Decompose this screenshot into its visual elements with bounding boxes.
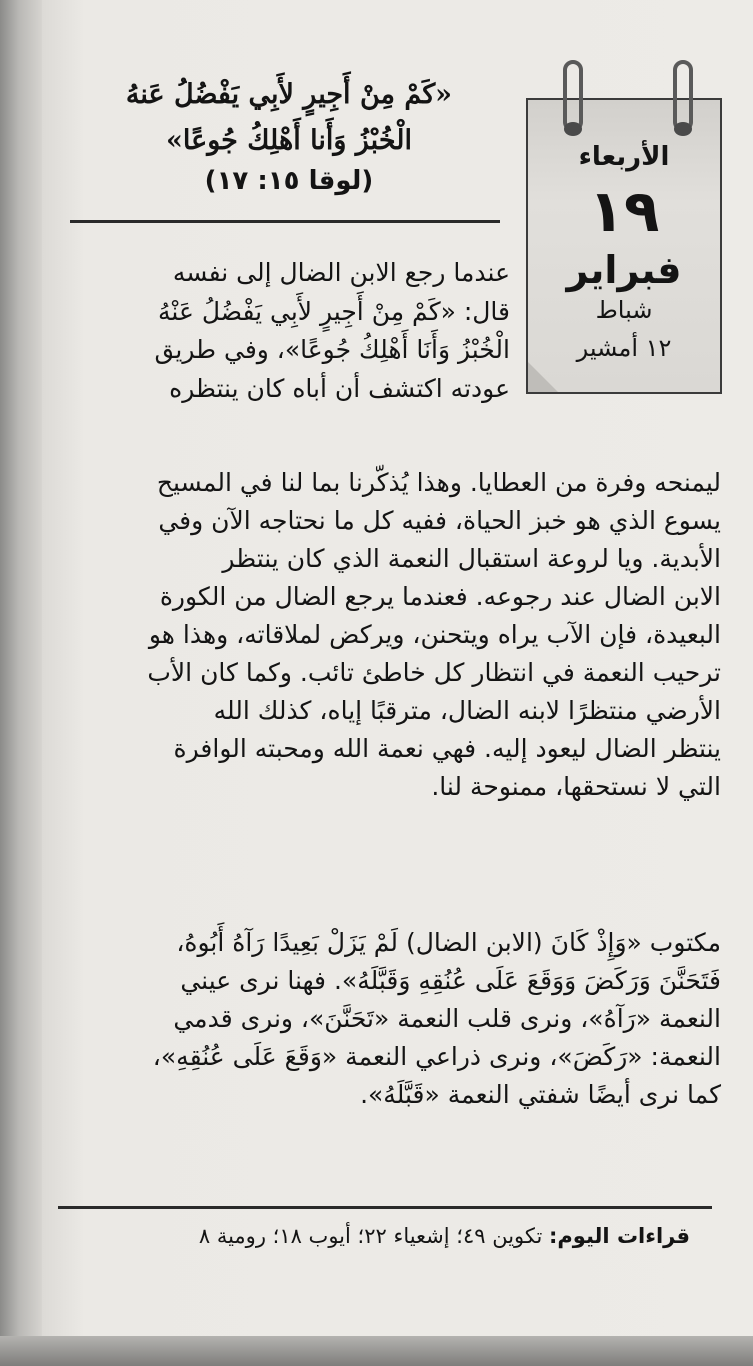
daily-readings: [90, 1224, 690, 1248]
text-line: فَتَحَنَّنَ وَرَكَضَ وَوَقَعَ عَلَى عُنُقِهِ وَقَبَّلَهُ». فهنا نرى عيني: [180, 966, 721, 995]
readings-label: قراءات اليوم:: [549, 1224, 690, 1248]
calendar-card: [526, 98, 722, 394]
book-binding: [0, 0, 42, 1366]
text-line: ينتظر الضال ليعود إليه. فهي نعمة الله ومحبته الوافرة: [173, 734, 721, 763]
text-line: عودته اكتشف أن أباه كان ينتظره: [169, 373, 510, 403]
devotional-paragraph-intro: [78, 254, 510, 408]
text-line: يسوع الذي هو خبز الحياة، ففيه كل ما نحتاجه الآن وفي: [158, 506, 721, 535]
text-line: كما نرى أيضًا شفتي النعمة «قَبَّلَهُ».: [360, 1080, 721, 1109]
page-bottom-edge: [0, 1336, 753, 1366]
calendar-hole: [564, 122, 582, 136]
text-line: مكتوب «وَإِذْ كَانَ (الابن الضال) لَمْ يَزَلْ بَعِيدًا رَآهُ أَبُوهُ،: [176, 928, 721, 957]
calendar-day: ١٩: [588, 177, 660, 245]
text-line: ليمنحه وفرة من العطايا. وهذا يُذكّرنا بما لنا في المسيح: [156, 468, 721, 497]
daily-verse: [70, 72, 508, 164]
verse-line: «كَمْ مِنْ أَجِيرٍ لأَبِي يَفْضُلُ عَنهُ: [125, 79, 453, 110]
text-line: ترحيب النعمة في انتظار كل خاطئ تائب. وكما كان الأب: [147, 658, 721, 687]
calendar-weekday: الأربعاء: [578, 142, 670, 172]
calendar-syriac-month: شباط: [595, 296, 653, 324]
header-divider: [70, 220, 500, 223]
text-line: النعمة «رَآهُ»، ونرى قلب النعمة «تَحَنَّنَ»، ونرى قدمي: [173, 1004, 721, 1033]
text-line: الأرضي منتظرًا لابنه الضال، مترقبًا إياه، كذلك الله: [213, 696, 721, 725]
text-line: البعيدة، فإن الآب يراه ويتحنن، ويركض لملاقاته، وهذا هو: [148, 620, 721, 649]
readings-text: تكوين ٤٩؛ إشعياء ٢٢؛ أيوب ١٨؛ رومية ٨: [198, 1224, 543, 1248]
verse-line: الْخُبْزُ وَأَنا أَهْلِكُ جُوعًا»: [166, 125, 412, 156]
calendar-page-curl: [528, 362, 558, 392]
text-line: عندما رجع الابن الضال إلى نفسه: [172, 258, 510, 287]
text-line: الْخُبْزُ وَأَنَا أَهْلِكُ جُوعًا»، وفي طريق: [154, 335, 510, 364]
footer-divider: [58, 1206, 712, 1209]
calendar-coptic-date: ١٢ أمشير: [576, 334, 672, 362]
text-line: التي لا نستحقها، ممنوحة لنا.: [431, 772, 721, 801]
text-line: الابن الضال عند رجوعه. فعندما يرجع الضال من الكورة: [159, 582, 721, 611]
calendar-month: فبراير: [566, 248, 682, 292]
text-line: قال: «كَمْ مِنْ أَجِيرٍ لأَبِي يَفْضُلُ عَنْهُ: [158, 296, 510, 326]
devotional-paragraph-body: [56, 464, 721, 806]
text-line: النعمة: «رَكَضَ»، ونرى ذراعي النعمة «وَقَعَ عَلَى عُنُقِهِ»،: [152, 1042, 721, 1071]
devotional-paragraph-second: [56, 924, 721, 1114]
calendar-hole: [674, 122, 692, 136]
text-line: الأبدية. ويا لروعة استقبال النعمة الذي كان ينتظر: [222, 544, 721, 573]
verse-reference: (لوقا ١٥: ١٧): [204, 166, 374, 196]
